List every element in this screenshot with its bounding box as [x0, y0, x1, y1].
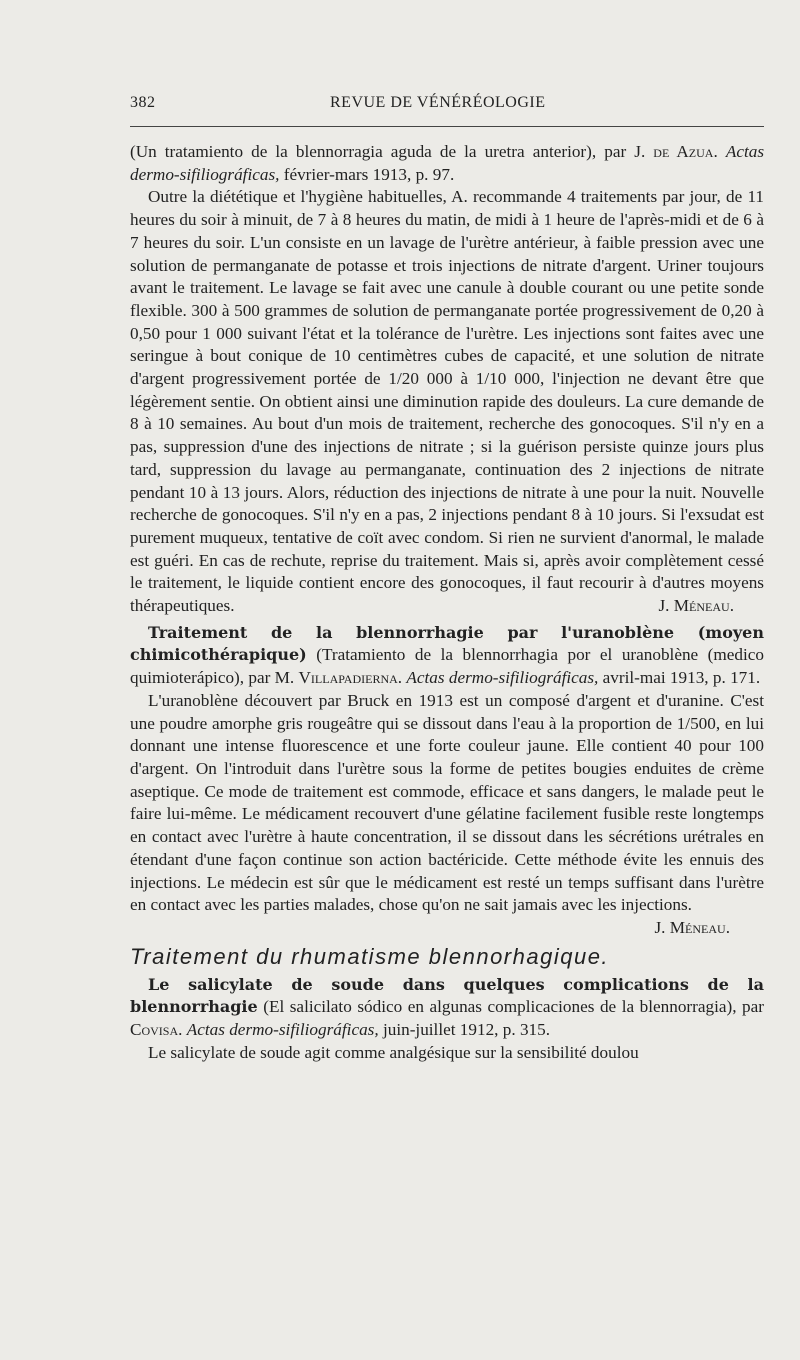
article-1-body-text: Outre la diététique et l'hygiène habituelles, A. recommande 4 traitements par jour, de 11 heures du soir à minuit, de 7 à 8 heures du matin, de midi à 1 heure de l'après-midi et de 6 à 7 heures du soir. L'un consiste en un lavage de l'urètre antérieur, à faible pression avec une solution de permanganate de potasse et trois injections de nitrate d'argent. Uriner toujours avant le traitement. Le lavage se fait avec une canule à double courant ou une petite sonde flexible. 300 à 500 grammes de solution de permanganate portée progressivement de 0,20 à 0,50 pour 1 000 suivant l'état et la tolérance de l'urètre. Les injections sont faites avec une seringue à bout conique de 10 centimètres cubes de capacité, et une solution de nitrate d'argent progressivement portée de 1/20 000 à 1/10 000, l'injection ne devant être que légèrement sentie. On obtient ainsi une diminution rapide des douleurs. La cure demande de 8 à 10 semaines. Au bout d'un mois de traitement, recherche des gonocoques. S'il n'y en a pas, suppression d'une des injections de nitrate ; si la guérison persiste quinze jours plus tard, suppression du lavage au permanganate, continuation des 2 injections de nitrate pendant 10 à 13 jours. Alors, réduction des injections de nitrate à une pour la nuit. Nouvelle recherche de gonocoques. S'il n'y en a pas, 2 injections pendant 8 à 10 jours. Si l'exsudat est purement muqueux, tentative de coït avec condom. Si rien ne survient d'anormal, le malade est guéri. En cas de rechute, reprise du traitement. Mais si, après avoir complètement cessé le traitement, le liquide contient encore des gonocoques, il faut recourir à d'autres moyens thérapeutiques.	[130, 187, 764, 616]
article-1-citation	[130, 141, 764, 186]
article-3-journal: Actas dermo-sifiliográficas,	[186, 1020, 379, 1040]
article-2	[130, 622, 764, 940]
article-2-body	[130, 690, 764, 937]
article-3-subtitle: (El salicilato sódico en algunas complicaciones de la blennorragia), par	[263, 997, 764, 1017]
article-3-body-text: Le salicylate de soude agit comme analgésique sur la sensibilité doulou	[148, 1042, 639, 1062]
page-header	[130, 94, 764, 124]
article-3-citation	[130, 974, 764, 1042]
article-1-body	[130, 186, 764, 617]
article-1-author: J. de Azua.	[634, 142, 718, 161]
article-2-citation	[130, 622, 764, 690]
article-1-signature: J. Méneau.	[658, 596, 734, 616]
article-3-date: juin-juillet 1912, p. 315.	[382, 1020, 551, 1040]
article-2-title: Traitement de la blennorrhagie par l'uranoblène (moyen chimicothérapique)	[130, 622, 764, 665]
page-number: 382	[130, 94, 156, 111]
article-1-journal: Actas dermo-sifiliográficas,	[130, 142, 765, 184]
running-title: REVUE DE VÉNÉRÉOLOGIE	[330, 94, 546, 111]
section-heading: Traitement du rhumatisme blennorhagique.	[130, 943, 610, 969]
article-2-signature: J. Méneau.	[654, 917, 730, 937]
page-content	[130, 141, 764, 1064]
article-1-title: (Un tratamiento de la blennorragia aguda de la uretra anterior), par	[130, 142, 627, 161]
article-2-body-text: L'uranoblène découvert par Bruck en 1913 est un composé d'argent et d'uranine. C'est une poudre amorphe gris rougeâtre qui se dissout dans l'eau à la proportion de 1/500, en lui donnant une intense fluorescence et une forte couleur jaune. Elle contient 40 pour 100 d'argent. On l'introduit dans l'urètre sous la forme de petites bougies enduites de crème aseptique. Ce mode de traitement est commode, efficace et sans dangers, le malade peut le faire lui-même. Le médicament recouvert d'une gélatine facilement fusible reste longtemps en contact avec l'urètre à haute concentration, il se dissout dans les sécrétions urétrales en étendant d'une façon continue son action bactéricide. Cette méthode évite les ennuis des injections. Le médecin est sûr que le médicament est resté un temps suffisant dans l'urètre en contact avec les parties malades, chose qu'on ne sait jamais avec les injections.	[130, 690, 764, 915]
article-3-author: Covisa.	[130, 1020, 183, 1040]
article-3-body	[130, 1042, 764, 1065]
header-rule	[130, 126, 764, 127]
article-1-date: février-mars 1913, p. 97.	[283, 164, 455, 184]
article-2-subtitle: (Tratamiento de la blennorrhagia por el uranoblène (medico quimioterápico), par M.	[130, 645, 764, 688]
article-3-title: Le salicylate de soude dans quelques complications de la blennorrhagie	[130, 974, 764, 1017]
article-3	[130, 974, 764, 1065]
article-2-journal: Actas dermo-sifiliográficas,	[406, 668, 599, 688]
article-2-date: avril-mai 1913, p. 171.	[602, 668, 761, 688]
article-1	[130, 141, 764, 618]
article-2-author: Villapadierna.	[298, 668, 403, 688]
